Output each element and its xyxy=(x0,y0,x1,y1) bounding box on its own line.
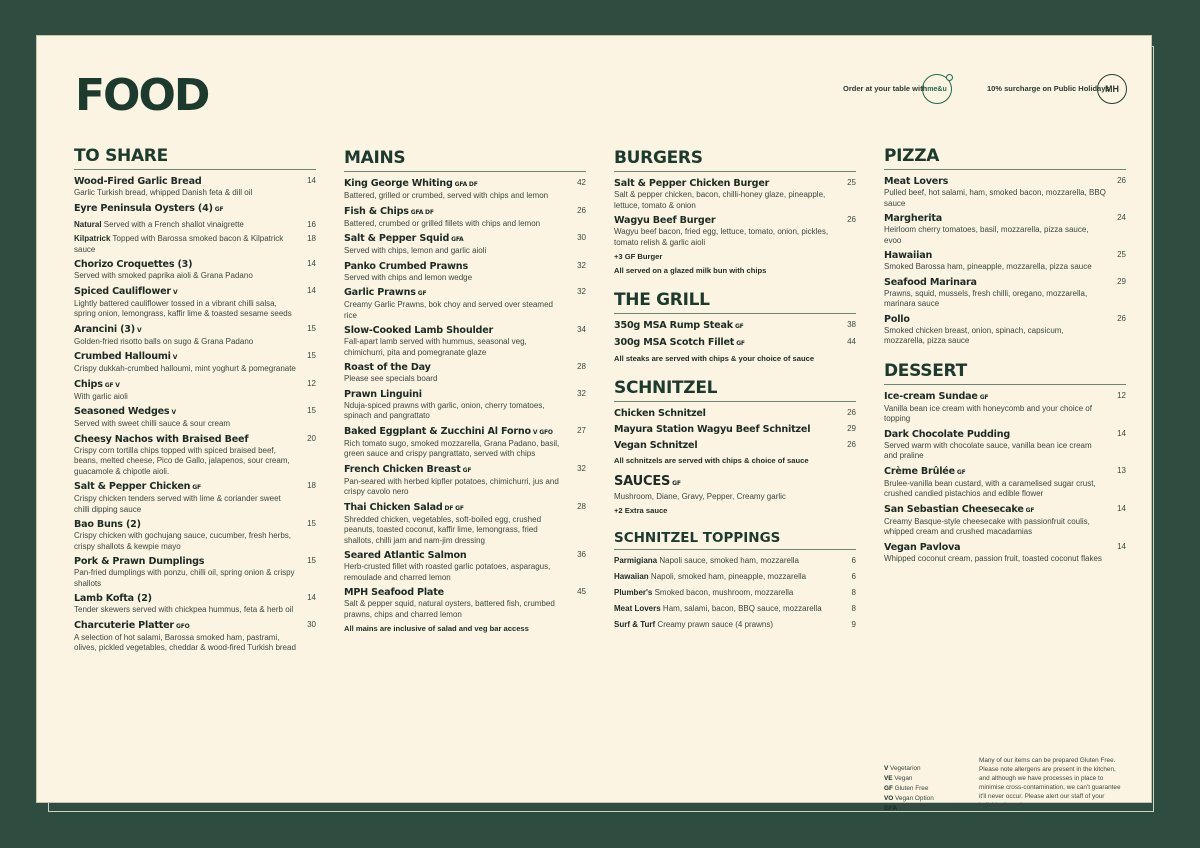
item-description: Wagyu beef bacon, fried egg, lettuce, tomato, onion, pickles, tomato relish & garlic aioli xyxy=(614,227,829,247)
topping-description: Napoli, smoked ham, pineapple, mozzarella xyxy=(650,571,807,581)
item-description: Served with chips, lemon and garlic aioli xyxy=(344,246,487,255)
item-price: 34 xyxy=(577,325,586,334)
item-price: 32 xyxy=(577,463,586,473)
dessert-item xyxy=(884,391,1126,425)
item-name: MPH Seafood Plate xyxy=(344,587,444,598)
item-description: Creamy Basque-style cheesecake with passionfruit coulis, whipped cream and crushed macadamias xyxy=(884,516,1090,536)
to-share-item xyxy=(74,620,316,654)
item-name: Baked Eggplant & Zucchini Al Forno V GFO xyxy=(344,425,553,437)
item-price: 24 xyxy=(1117,213,1126,222)
item-name: Slow-Cooked Lamb Shoulder xyxy=(344,325,494,336)
mains-item xyxy=(344,550,586,583)
legend-label: Gluten Free Available xyxy=(898,805,960,812)
item-description: Please see specials board xyxy=(344,374,438,383)
brand-logo: MH xyxy=(1097,74,1127,104)
sauces-extra: +2 Extra sauce xyxy=(614,505,668,515)
item-price: 27 xyxy=(577,425,586,435)
item-price: 26 xyxy=(847,408,856,417)
item-price: 38 xyxy=(847,320,856,329)
item-name: King George Whiting GFA DF xyxy=(344,178,478,189)
pizza-item xyxy=(884,314,1126,347)
item-tags: GF xyxy=(956,468,966,476)
item-name: Seafood Marinara xyxy=(884,276,977,288)
item-name: Seasoned Wedges V xyxy=(74,406,176,417)
topping-description: Creamy prawn sauce (4 prawns) xyxy=(657,619,774,629)
item-name: Prawn Linguini xyxy=(344,388,422,400)
item-description: Creamy Garlic Prawns, bok choy and served over steamed rice xyxy=(344,300,553,320)
legend-entry xyxy=(884,774,960,784)
item-name: Margherita xyxy=(884,213,943,224)
item-description: Pan-fried dumplings with ponzu, chilli oil, spring onion & crispy shallots xyxy=(74,568,295,588)
item-name: Chicken Schnitzel xyxy=(614,408,706,419)
item-description: Served warm with chocolate sauce, vanilla bean ice cream and praline xyxy=(884,440,1092,460)
dessert-list xyxy=(884,391,1126,565)
item-name: Dark Chocolate Pudding xyxy=(884,428,1011,440)
item-description: Battered, crumbed or grilled fillets with chips and lemon xyxy=(344,218,541,228)
to-share-item xyxy=(74,176,316,199)
item-price: 29 xyxy=(1117,276,1126,286)
legend-entry xyxy=(884,804,960,814)
item-price: 30 xyxy=(577,233,586,242)
item-description: Kilpatrick Topped with Barossa smoked bacon & Kilpatrick sauce xyxy=(74,234,284,254)
topping-price: 6 xyxy=(851,555,856,565)
burgers-heading: BURGERS xyxy=(614,148,856,172)
item-price: 15 xyxy=(307,519,316,528)
sauces-list: Mushroom, Diane, Gravy, Pepper, Creamy garlic xyxy=(614,492,786,501)
item-price: 12 xyxy=(1117,390,1126,400)
mains-item xyxy=(344,362,586,385)
item-tags: V xyxy=(136,326,142,334)
mains-item xyxy=(344,287,586,321)
item-name: Chorizo Croquettes (3) xyxy=(74,259,193,270)
topping-name: Parmigiana xyxy=(614,555,658,565)
item-name: Salt & Pepper Squid GFA xyxy=(344,233,464,244)
burger-extra: +3 GF Burger xyxy=(614,252,663,261)
dessert-item xyxy=(884,504,1126,538)
item-price: 26 xyxy=(1117,313,1126,323)
mains-item xyxy=(344,587,586,620)
topping-item xyxy=(614,604,856,614)
burger-item xyxy=(614,178,856,211)
item-description: Whipped coconut cream, passion fruit, toasted coconut flakes xyxy=(884,553,1102,563)
item-tags: GF xyxy=(979,393,989,401)
to-share-item xyxy=(74,234,316,255)
mains-item xyxy=(344,389,586,422)
topping-description: Napoli sauce, smoked ham, mozzarella xyxy=(659,555,799,565)
item-price: 26 xyxy=(577,205,586,215)
item-price: 15 xyxy=(307,406,316,415)
item-name: Salt & Pepper Chicken Burger xyxy=(614,178,770,189)
mains-item xyxy=(344,502,586,547)
item-price: 26 xyxy=(1117,176,1126,185)
item-description: Shredded chicken, vegetables, soft-boiled egg, crushed peanuts, toasted coconut, kaffir lime, lemongrass, fried shallots, chilli jam and nam-jim dressing xyxy=(344,514,542,545)
mains-column xyxy=(344,148,586,640)
item-name: Charcuterie Platter GFO xyxy=(74,619,190,631)
item-name: Roast of the Day xyxy=(344,362,431,373)
mains-item xyxy=(344,233,586,257)
item-price: 28 xyxy=(577,362,586,371)
item-price: 26 xyxy=(847,215,856,224)
item-price: 30 xyxy=(307,619,316,629)
item-name: 300g MSA Scotch Fillet GF xyxy=(614,337,745,348)
item-price: 14 xyxy=(1117,428,1126,438)
item-price: 26 xyxy=(847,440,856,449)
toppings-list xyxy=(614,556,856,630)
item-price: 32 xyxy=(577,260,586,270)
topping-item xyxy=(614,572,856,582)
to-share-item xyxy=(74,481,316,515)
page-title: FOOD xyxy=(75,70,209,121)
grill-item xyxy=(614,320,856,333)
item-tags: GF xyxy=(1025,506,1035,514)
to-share-item xyxy=(74,434,316,478)
item-tags: GFA DF xyxy=(410,208,434,216)
pizza-heading: PIZZA xyxy=(884,146,1126,170)
item-description: Prawns, squid, mussels, fresh chilli, oregano, mozzarella, marinara sauce xyxy=(884,288,1088,308)
item-description: A selection of hot salami, Barossa smoked ham, pastrami, olives, pickled vegetables, cheddar & wood-fired Turkish bread xyxy=(74,632,296,652)
item-price: 15 xyxy=(307,556,316,565)
item-tags: V xyxy=(171,409,176,416)
mains-note: All mains are inclusive of salad and veg bar access xyxy=(344,624,529,633)
pizza-item xyxy=(884,213,1126,246)
grill-heading: THE GRILL xyxy=(614,290,856,314)
item-description: Battered, grilled or crumbed, served with chips and lemon xyxy=(344,191,549,200)
to-share-item xyxy=(74,593,316,616)
schnitzel-note: All schnitzels are served with chips & choice of sauce xyxy=(614,456,809,465)
item-price: 18 xyxy=(307,234,316,243)
item-price: 15 xyxy=(307,323,316,333)
item-price: 14 xyxy=(1117,541,1126,551)
item-name: Wood-Fired Garlic Bread xyxy=(74,176,202,187)
dietary-legend xyxy=(884,764,960,814)
item-name: Bao Buns (2) xyxy=(74,519,141,530)
item-price: 14 xyxy=(1117,503,1126,513)
item-variant: Natural xyxy=(74,219,102,229)
item-price: 14 xyxy=(307,259,316,268)
item-name: Panko Crumbed Prawns xyxy=(344,260,468,272)
schnitzel-item xyxy=(614,424,856,436)
legend-code: GFA xyxy=(884,805,898,812)
item-description: Natural Served with a French shallot vinaigrette xyxy=(74,219,244,229)
item-name: Wagyu Beef Burger xyxy=(614,215,716,226)
item-tags: GFA DF xyxy=(454,181,478,188)
burgers-note: All served on a glazed milk bun with chips xyxy=(614,266,767,275)
item-price: 14 xyxy=(307,593,316,602)
topping-item xyxy=(614,588,856,598)
item-name: Salt & Pepper Chicken GF xyxy=(74,481,201,492)
dessert-item xyxy=(884,466,1126,500)
item-name: Fish & Chips GFA DF xyxy=(344,205,434,217)
item-description: Tender skewers served with chickpea hummus, feta & herb oil xyxy=(74,605,294,614)
to-share-heading: TO SHARE xyxy=(74,146,316,170)
item-name: Vegan Pavlova xyxy=(884,541,961,553)
item-tags: GF V xyxy=(104,381,120,389)
item-name: Pollo xyxy=(884,313,910,325)
legend-code: V xyxy=(884,765,889,772)
item-description: With garlic aioli xyxy=(74,391,128,401)
item-price: 12 xyxy=(307,378,316,388)
item-price: 14 xyxy=(307,176,316,185)
item-price: 44 xyxy=(847,337,856,346)
topping-item xyxy=(614,620,856,630)
legend-code: VO xyxy=(884,795,894,802)
menu-sheet xyxy=(37,36,1151,812)
item-name: Thai Chicken Salad DF GF xyxy=(344,501,464,513)
schnitzel-item xyxy=(614,440,856,452)
pizza-list xyxy=(884,176,1126,347)
grill-list xyxy=(614,320,856,350)
to-share-item xyxy=(74,519,316,552)
item-name: Hawaiian xyxy=(884,250,933,261)
item-name: Arancini (3) V xyxy=(74,323,142,335)
item-description: Nduja-spiced prawns with garlic, onion, cherry tomatoes, spinach and pangrattato xyxy=(344,400,545,420)
pizza-column xyxy=(884,146,1126,568)
toppings-heading: SCHNITZEL TOPPINGS xyxy=(614,530,856,550)
item-name: 350g MSA Rump Steak GF xyxy=(614,320,744,331)
schnitzel-heading: SCHNITZEL xyxy=(614,378,856,402)
item-name: Cheesy Nachos with Braised Beef xyxy=(74,433,249,445)
item-tags: GF xyxy=(734,323,744,330)
item-name: Ice-cream Sundae GF xyxy=(884,390,989,402)
legend-label: Vegetarion xyxy=(890,765,921,772)
dessert-item xyxy=(884,429,1126,462)
item-price: 18 xyxy=(307,481,316,490)
item-price: 25 xyxy=(1117,250,1126,259)
item-description: Heirloom cherry tomatoes, basil, mozzarella, pizza sauce, evoo xyxy=(884,225,1089,245)
pizza-item xyxy=(884,250,1126,273)
item-tags: V GFO xyxy=(532,428,553,436)
to-share-item xyxy=(74,379,316,403)
burger-item xyxy=(614,215,856,248)
allergen-note: Many of our items can be prepared Gluten Free. Please note allergens are present in the kitchen, and although we have processes in place to minimise cross-contamination, we can't guarantee it'll never occur. Please alert our staff of your individual needs. xyxy=(979,757,1121,809)
item-name: Seared Atlantic Salmon xyxy=(344,550,467,561)
topping-price: 9 xyxy=(851,619,856,629)
legend-entry xyxy=(884,784,960,794)
item-name: Eyre Peninsula Oysters (4) GF xyxy=(74,202,224,214)
surcharge-text: 10% surcharge on Public Holidays xyxy=(987,84,1110,93)
item-name: Garlic Prawns GF xyxy=(344,287,427,298)
item-tags: GF xyxy=(462,466,472,474)
sauces-heading: SAUCES GF xyxy=(614,474,681,489)
sauces-block xyxy=(614,474,856,516)
item-description: Lightly battered cauliflower tossed in a vibrant chilli salsa, spring onion, lemongrass, kaffir lime & toasted sesame seeds xyxy=(74,298,292,318)
item-price: 29 xyxy=(847,424,856,433)
item-price: 36 xyxy=(577,550,586,559)
item-tags: GFO xyxy=(175,622,190,630)
item-name: Vegan Schnitzel xyxy=(614,440,698,451)
item-price: 42 xyxy=(577,178,586,187)
item-name: Chips GF V xyxy=(74,378,120,390)
dessert-heading: DESSERT xyxy=(884,361,1126,385)
item-name: Meat Lovers xyxy=(884,176,949,187)
to-share-item xyxy=(74,286,316,320)
item-description: Salt & pepper chicken, bacon, chilli-honey glaze, pineapple, lettuce, tomato & onion xyxy=(614,190,826,210)
topping-description: Smoked bacon, mushroom, mozzarella xyxy=(654,587,794,597)
to-share-item xyxy=(74,351,316,375)
pizza-item xyxy=(884,277,1126,310)
topping-name: Hawaiian xyxy=(614,571,649,581)
item-description: Herb-crusted fillet with roasted garlic potatoes, asparagus, remoulade and charred lemon xyxy=(344,562,551,582)
grill-note: All steaks are served with chips & your choice of sauce xyxy=(614,354,815,363)
mains-item xyxy=(344,426,586,460)
to-share-list xyxy=(74,176,316,654)
to-share-item xyxy=(74,556,316,589)
mains-item xyxy=(344,464,586,498)
item-name: San Sebastian Cheesecake GF xyxy=(884,503,1035,515)
item-description: Crispy chicken with gochujang sauce, cucumber, fresh herbs, crispy shallots & kewpie mayo xyxy=(74,531,291,551)
grill-item xyxy=(614,337,856,350)
item-name: Lamb Kofta (2) xyxy=(74,593,152,604)
mains-heading: MAINS xyxy=(344,148,586,172)
mains-item xyxy=(344,261,586,284)
schnitzel-list xyxy=(614,408,856,452)
item-description: Pulled beef, hot salami, ham, smoked bacon, mozzarella, BBQ sauce xyxy=(884,188,1106,208)
mains-item xyxy=(344,325,586,358)
item-name: Pork & Prawn Dumplings xyxy=(74,556,205,567)
to-share-item xyxy=(74,220,316,231)
item-description: Garlic Turkish bread, whipped Danish feta & dill oil xyxy=(74,188,253,197)
legend-label: Vegan Option xyxy=(895,795,934,802)
item-description: Rich tomato sugo, smoked mozzarella, Grana Padano, basil, green sauce and crispy pangrattato, served with chips xyxy=(344,438,560,458)
item-description: Vanilla bean ice cream with honeycomb and your choice of topping xyxy=(884,403,1092,423)
item-price: 14 xyxy=(307,285,316,295)
item-price: 16 xyxy=(307,219,316,229)
legend-code: GF xyxy=(884,785,893,792)
topping-name: Meat Lovers xyxy=(614,603,661,613)
pizza-item xyxy=(884,176,1126,209)
item-price: 25 xyxy=(847,178,856,187)
item-name: French Chicken Breast GF xyxy=(344,463,472,475)
item-description: Smoked Barossa ham, pineapple, mozzarella, pizza sauce xyxy=(884,262,1092,271)
item-variant: Kilpatrick xyxy=(74,234,111,243)
topping-price: 8 xyxy=(851,603,856,613)
legend-label: Vegan xyxy=(894,775,913,782)
item-description: Crispy chicken tenders served with lime & coriander sweet chilli dipping sauce xyxy=(74,494,281,514)
item-tags: GF xyxy=(417,290,427,297)
item-tags: GF xyxy=(736,340,745,347)
item-description: Golden-fried risotto balls on sugo & Grana Padano xyxy=(74,336,254,346)
to-share-item xyxy=(74,406,316,430)
item-description: Salt & pepper squid, natural oysters, battered fish, crumbed prawns, chips and charred lemon xyxy=(344,599,555,619)
item-description: Brulee-vanilla bean custard, with a caramelised sugar crust, crushed candied pistachios and edible flower xyxy=(884,478,1096,498)
to-share-item xyxy=(74,324,316,348)
to-share-column xyxy=(74,146,316,658)
item-description: Served with smoked paprika aioli & Grana Padano xyxy=(74,271,253,280)
item-description: Served with chips and lemon wedge xyxy=(344,272,473,282)
item-price: 32 xyxy=(577,388,586,398)
item-price: 28 xyxy=(577,501,586,511)
item-tags: GF xyxy=(192,484,201,491)
to-share-item xyxy=(74,203,316,216)
item-tags: GFA xyxy=(451,236,464,243)
legend-entry xyxy=(884,764,960,774)
schnitzel-item xyxy=(614,408,856,420)
item-tags: GF xyxy=(214,205,224,213)
legend-entry xyxy=(884,794,960,804)
burgers-list xyxy=(614,178,856,248)
me-and-u-logo[interactable]: me&u xyxy=(922,74,952,104)
order-text: Order at your table with xyxy=(843,84,928,93)
burgers-column xyxy=(614,148,856,636)
item-description: Smoked chicken breast, onion, spinach, capsicum, mozzarella, pizza sauce xyxy=(884,325,1064,345)
item-tags: DF GF xyxy=(444,504,464,512)
item-price: 32 xyxy=(577,287,586,296)
item-price: 20 xyxy=(307,433,316,443)
item-description: Served with sweet chilli sauce & sour cream xyxy=(74,419,231,428)
topping-description: Ham, salami, bacon, BBQ sauce, mozzarella xyxy=(662,603,822,613)
topping-name: Surf & Turf xyxy=(614,619,656,629)
item-name: Crumbed Halloumi V xyxy=(74,351,178,362)
item-name: Mayura Station Wagyu Beef Schnitzel xyxy=(614,424,811,435)
topping-price: 8 xyxy=(851,587,856,597)
legend-code: VE xyxy=(884,775,893,782)
item-description: Crispy dukkah-crumbed halloumi, mint yoghurt & pomegranate xyxy=(74,364,296,373)
item-tags: V xyxy=(172,354,178,361)
item-description: Pan-seared with herbed kipfler potatoes, chimichurri, jus and crispy cavolo nero xyxy=(344,476,559,496)
item-price: 45 xyxy=(577,587,586,596)
mains-item xyxy=(344,206,586,230)
legend-label: Gluten Free xyxy=(894,785,929,792)
item-tags: V xyxy=(172,288,178,296)
mains-item xyxy=(344,178,586,202)
mains-list xyxy=(344,178,586,620)
topping-name: Plumber's xyxy=(614,587,653,597)
item-description: Crispy corn tortilla chips topped with spiced braised beef, beans, melted cheese, Pico de Gallo, jalapenos, sour cream, guacamole & chipotle aioli. xyxy=(74,445,290,476)
to-share-item xyxy=(74,259,316,282)
item-name: Crème Brûlée GF xyxy=(884,465,966,477)
item-name: Spiced Cauliflower V xyxy=(74,285,178,297)
topping-item xyxy=(614,556,856,566)
item-description: Fall-apart lamb served with hummus, seasonal veg, chimichurri, pita and pomegranate glaze xyxy=(344,337,527,357)
dessert-item xyxy=(884,542,1126,565)
item-price: 15 xyxy=(307,351,316,360)
topping-price: 6 xyxy=(851,571,856,581)
item-price: 13 xyxy=(1117,465,1126,475)
